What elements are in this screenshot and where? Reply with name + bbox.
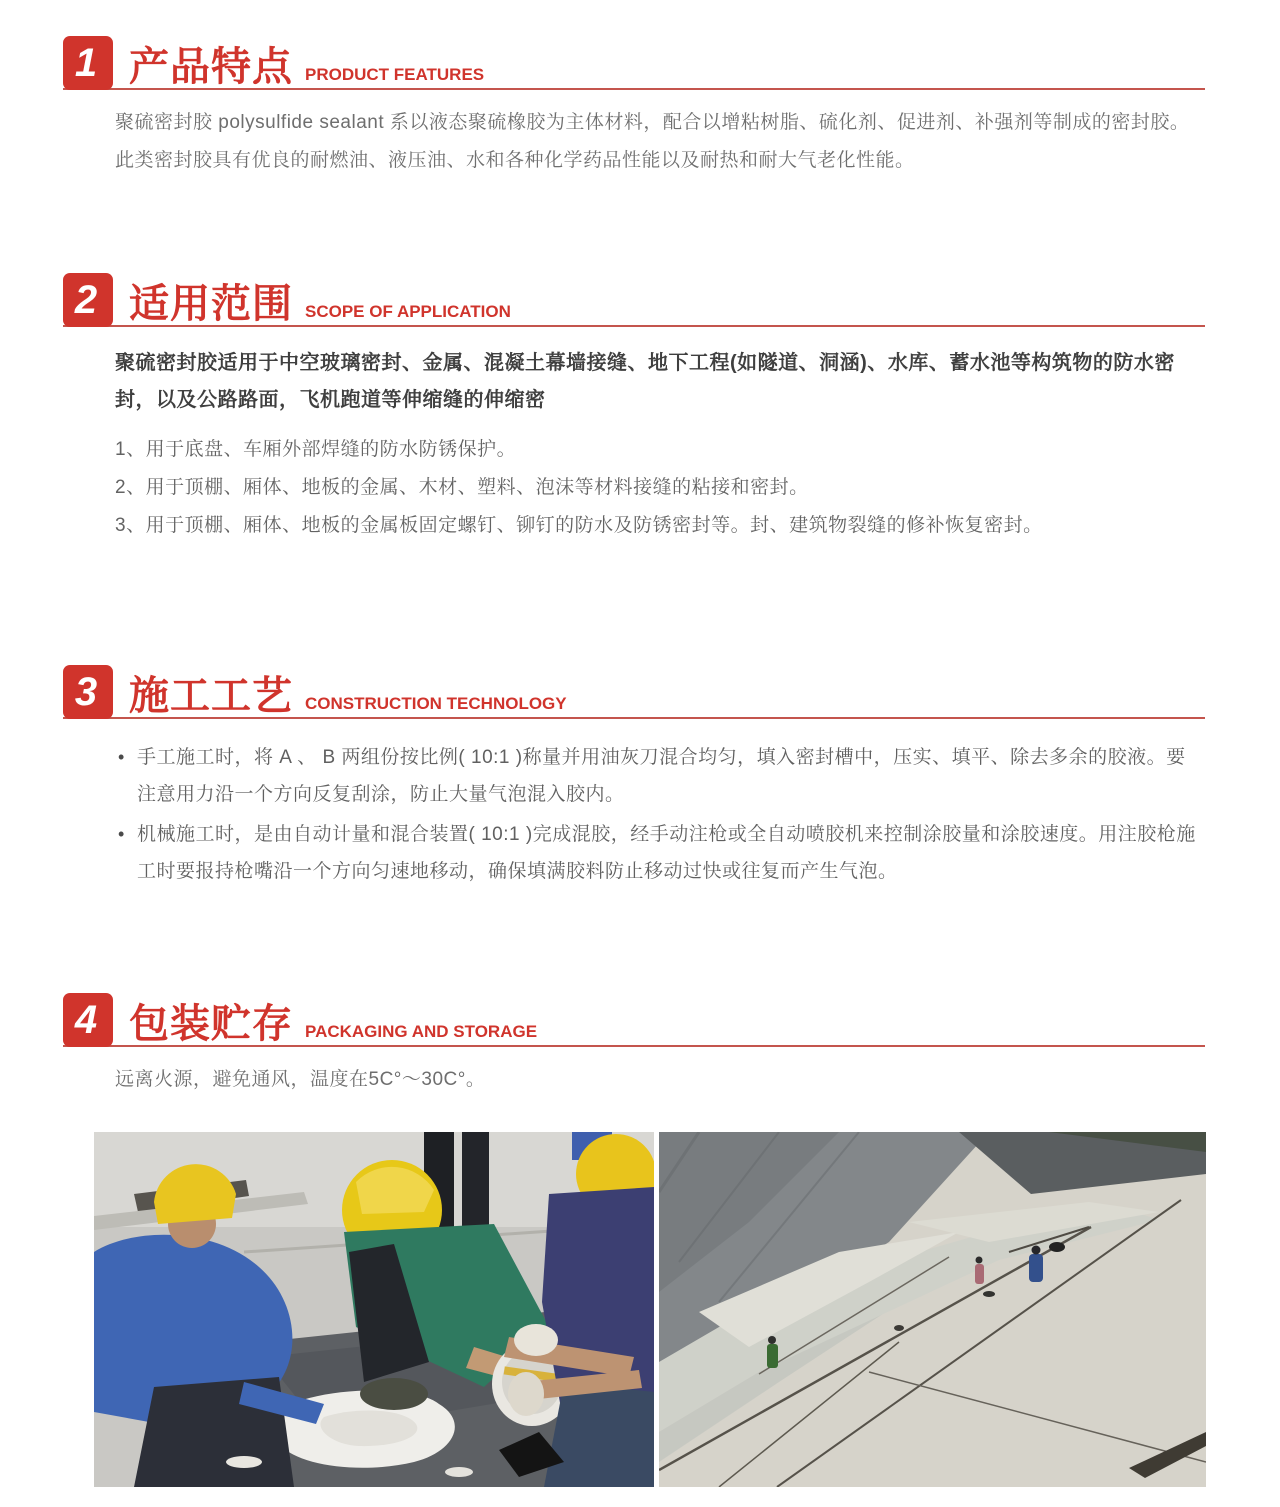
section-title: 施工工艺 (129, 674, 293, 718)
section-construction-technology (63, 665, 1205, 890)
section-subtitle: PRODUCT FEATURES (305, 65, 485, 84)
application-list (63, 431, 1205, 544)
section-number: 4 (74, 998, 98, 1042)
section-1-number-badge (63, 36, 113, 90)
section-number: 3 (74, 670, 98, 714)
section-1-header (63, 36, 1205, 90)
section-product-features (63, 36, 1205, 180)
section-subtitle: PACKAGING AND STORAGE (305, 1022, 538, 1041)
construction-steps-list (63, 739, 1205, 890)
paragraph: 聚硫密封胶 polysulfide sealant 系以液态聚硫橡胶为主体材料，配合以增粘树脂、硫化剂、促进剂、补强剂等制成的密封胶。此类密封胶具有优良的耐燃油、液压油、水和各种化学药品性能以及耐热和耐大气老化性能。 (115, 112, 1190, 171)
section-3-number-badge (63, 665, 113, 719)
list-item: 1、用于底盘、车厢外部焊缝的防水防锈保护。 (115, 439, 517, 460)
section-scope-of-application (63, 273, 1205, 544)
section-3-header (63, 665, 1205, 719)
section-subtitle: CONSTRUCTION TECHNOLOGY (305, 694, 567, 713)
section-packaging-and-storage (63, 993, 1205, 1099)
list-item: • 机械施工时，是由自动计量和混合装置( 10:1 )完成混胶，经手动注枪或全自动喷胶机来控制涂胶量和涂胶速度。用注胶枪施工时要报持枪嘴沿一个方向匀速地移动，确保填满胶料防止移动过快或往复而产生气泡。 (118, 816, 1205, 890)
section-number: 1 (74, 41, 98, 85)
section-1-titles (129, 46, 484, 88)
section-3-titles (129, 675, 567, 717)
section-4-titles (129, 1003, 537, 1045)
section-title: 包装贮存 (129, 1002, 293, 1046)
section-title: 产品特点 (129, 45, 293, 89)
section-4-header (63, 993, 1205, 1047)
section-4-number-badge (63, 993, 113, 1047)
section-2-number-badge (63, 273, 113, 327)
list-item: 3、用于顶棚、厢体、地板的金属板固定螺钉、铆钉的防水及防锈密封等。封、建筑物裂缝的修补恢复密封。 (115, 515, 1043, 536)
concrete-embankment-joint-sealing-photo (659, 1132, 1206, 1487)
list-item: • 手工施工时，将 A 、 B 两组份按比例( 10:1 )称量并用油灰刀混合均匀，填入密封槽中，压实、填平、除去多余的胶液。要注意用力沿一个方向反复刮涂，防止大量气泡混入胶内。 (118, 739, 1205, 813)
section-subtitle: SCOPE OF APPLICATION (305, 302, 511, 321)
lead-paragraph: 聚硫密封胶适用于中空玻璃密封、金属、混凝土幕墙接缝、地下工程(如隧道、洞涵)、水库、蓄水池等构筑物的防水密封，以及公路路面，飞机跑道等伸缩缝的伸缩密 (115, 352, 1175, 411)
workers-applying-sealant-photo (94, 1132, 654, 1487)
section-2-header (63, 273, 1205, 327)
photo-row (94, 1132, 1205, 1487)
paragraph: 远离火源，避免通风，温度在5C°～30C°。 (115, 1069, 486, 1090)
section-number: 2 (74, 278, 98, 322)
page (63, 0, 1205, 1487)
section-title: 适用范围 (129, 282, 293, 326)
section-2-titles (129, 283, 511, 325)
list-item: 2、用于顶棚、厢体、地板的金属、木材、塑料、泡沫等材料接缝的粘接和密封。 (115, 477, 809, 498)
